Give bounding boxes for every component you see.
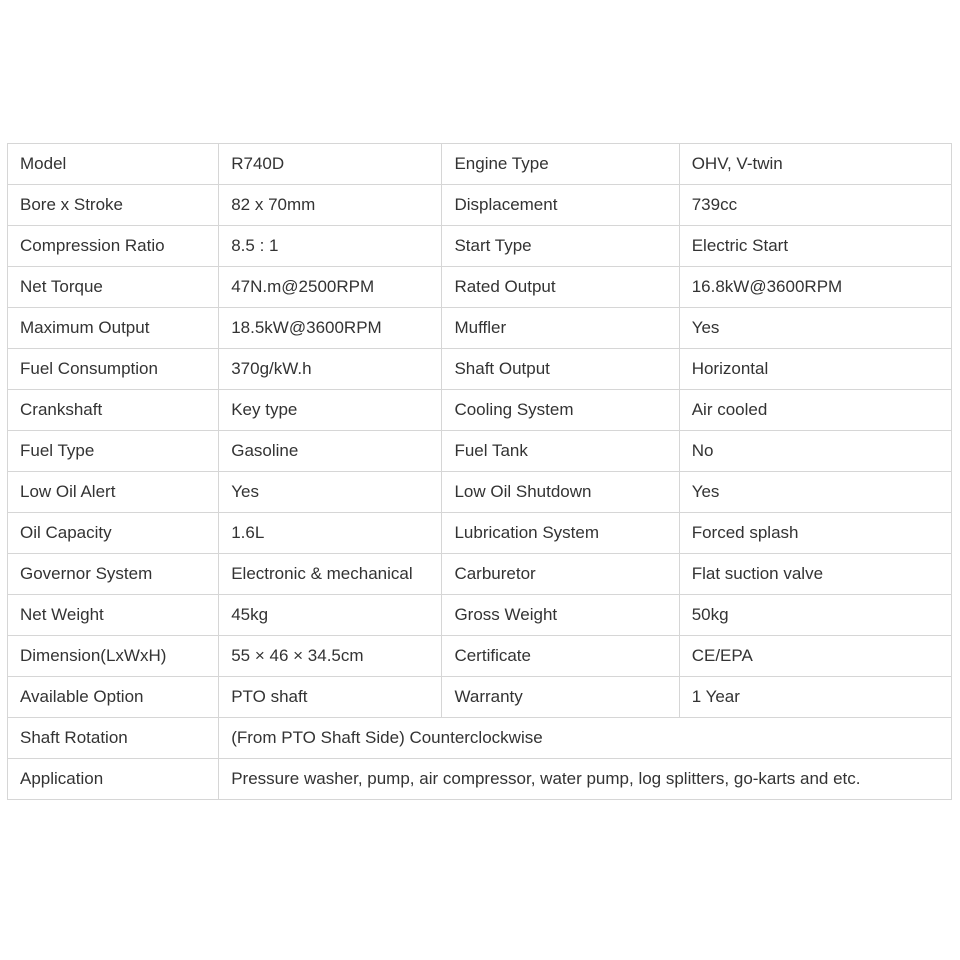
spec-value: Forced splash: [679, 513, 951, 554]
spec-label: Fuel Consumption: [8, 349, 219, 390]
spec-label: Oil Capacity: [8, 513, 219, 554]
spec-label: Lubrication System: [442, 513, 679, 554]
spec-value: 739cc: [679, 185, 951, 226]
spec-value: 1.6L: [219, 513, 442, 554]
spec-label: Fuel Tank: [442, 431, 679, 472]
spec-label: Net Torque: [8, 267, 219, 308]
table-row: [8, 185, 952, 226]
table-row: [8, 226, 952, 267]
spec-value: Gasoline: [219, 431, 442, 472]
spec-value: CE/EPA: [679, 636, 951, 677]
table-row: [8, 513, 952, 554]
spec-value: (From PTO Shaft Side) Counterclockwise: [219, 718, 952, 759]
spec-label: Crankshaft: [8, 390, 219, 431]
spec-value: Electronic & mechanical: [219, 554, 442, 595]
spec-label: Certificate: [442, 636, 679, 677]
spec-value: Key type: [219, 390, 442, 431]
spec-label: Shaft Rotation: [8, 718, 219, 759]
spec-value: Yes: [679, 472, 951, 513]
table-row: [8, 759, 952, 800]
spec-label: Shaft Output: [442, 349, 679, 390]
spec-label: Dimension(LxWxH): [8, 636, 219, 677]
spec-table-body: [8, 144, 952, 800]
spec-value: Yes: [219, 472, 442, 513]
spec-label: Compression Ratio: [8, 226, 219, 267]
table-row: [8, 677, 952, 718]
spec-value: 1 Year: [679, 677, 951, 718]
spec-value: 45kg: [219, 595, 442, 636]
table-row: [8, 636, 952, 677]
spec-value: 50kg: [679, 595, 951, 636]
table-row: [8, 349, 952, 390]
table-row: [8, 718, 952, 759]
spec-label: Bore x Stroke: [8, 185, 219, 226]
spec-label: Carburetor: [442, 554, 679, 595]
spec-value: 55 × 46 × 34.5cm: [219, 636, 442, 677]
spec-label: Net Weight: [8, 595, 219, 636]
spec-value: 18.5kW@3600RPM: [219, 308, 442, 349]
spec-label: Maximum Output: [8, 308, 219, 349]
table-row: [8, 308, 952, 349]
spec-label: Engine Type: [442, 144, 679, 185]
spec-label: Start Type: [442, 226, 679, 267]
spec-label: Muffler: [442, 308, 679, 349]
spec-label: Application: [8, 759, 219, 800]
spec-label: Displacement: [442, 185, 679, 226]
engine-spec-table: [7, 143, 952, 800]
spec-value: PTO shaft: [219, 677, 442, 718]
spec-value: Pressure washer, pump, air compressor, water pump, log splitters, go-karts and etc.: [219, 759, 952, 800]
spec-value: 16.8kW@3600RPM: [679, 267, 951, 308]
spec-label: Rated Output: [442, 267, 679, 308]
spec-value: No: [679, 431, 951, 472]
spec-value: Air cooled: [679, 390, 951, 431]
spec-label: Available Option: [8, 677, 219, 718]
spec-value: 8.5 : 1: [219, 226, 442, 267]
spec-label: Gross Weight: [442, 595, 679, 636]
spec-value: Flat suction valve: [679, 554, 951, 595]
spec-label: Cooling System: [442, 390, 679, 431]
spec-value: Electric Start: [679, 226, 951, 267]
table-row: [8, 144, 952, 185]
spec-value: Yes: [679, 308, 951, 349]
table-row: [8, 554, 952, 595]
table-row: [8, 267, 952, 308]
spec-value: 82 x 70mm: [219, 185, 442, 226]
spec-value: R740D: [219, 144, 442, 185]
spec-label: Governor System: [8, 554, 219, 595]
table-row: [8, 595, 952, 636]
table-row: [8, 390, 952, 431]
spec-label: Model: [8, 144, 219, 185]
table-row: [8, 431, 952, 472]
spec-value: 370g/kW.h: [219, 349, 442, 390]
table-row: [8, 472, 952, 513]
spec-label: Low Oil Shutdown: [442, 472, 679, 513]
spec-value: OHV, V-twin: [679, 144, 951, 185]
spec-value: 47N.m@2500RPM: [219, 267, 442, 308]
spec-label: Low Oil Alert: [8, 472, 219, 513]
spec-label: Fuel Type: [8, 431, 219, 472]
spec-label: Warranty: [442, 677, 679, 718]
spec-value: Horizontal: [679, 349, 951, 390]
